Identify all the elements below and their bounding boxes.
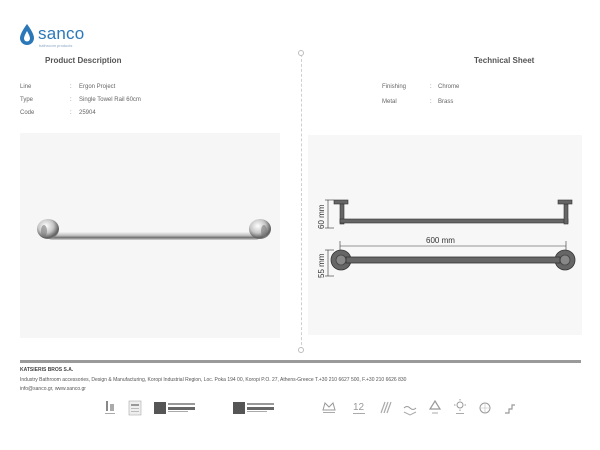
technical-drawing [308,135,582,335]
code-sep: : [70,110,72,116]
company-address: Industry Bathroom accessories, Design & Manufacturing, Koropi Industrial Region, Loc. Poka 194 00, Koropi P.O. 27, Athens-Greece T.+30 210 6627 500, F.+30 210 6626 830 [20,377,407,383]
finishing-value: Chrome [438,84,460,90]
metal-value: Brass [438,99,454,105]
dim-length: 600 mm [426,236,455,245]
stairs-icon [503,398,517,418]
brand-tagline: bathroom products [39,43,73,48]
iso-certificate-icon [153,398,197,418]
line-value: Ergon Project [79,84,116,90]
metal-sep: : [430,99,432,105]
finishing-sep: : [430,84,432,90]
line-sep: : [70,84,72,90]
dim-height-top: 60 mm [317,204,326,229]
quality-100-icon [128,398,142,418]
divider-bottom-dot [298,347,304,353]
line-label: Line [20,84,32,90]
finishing-label: Finishing [382,84,407,90]
type-sep: : [70,97,72,103]
dim-60-lines [325,200,334,228]
product-photo [20,133,280,338]
center-divider [301,54,302,350]
brass-lines-icon [378,398,392,418]
dim-height-front: 55 mm [317,253,326,278]
certification-icons [95,398,525,422]
water-wave-icon [402,398,418,418]
product-description-heading: Product Description [45,56,122,65]
recycle-icon [427,398,443,418]
warranty-12-icon [351,398,367,418]
code-label: Code [20,110,35,116]
iso-certificate-icon-2 [232,398,276,418]
towel-rail-photo [20,133,280,338]
code-value: 25904 [79,110,96,116]
sun-icon [452,398,468,418]
top-view [334,200,572,224]
type-label: Type [20,97,34,103]
svg-text:12: 12 [353,402,365,413]
divider-top-dot [298,50,304,56]
company-name: KATSIERIS BROS S.A. [20,367,74,373]
technical-sheet-heading: Technical Sheet [474,56,535,65]
globe-icon [477,398,493,418]
crown-award-icon [321,398,337,418]
brand-name: sanco [38,24,85,43]
certification-mark-icon [103,398,117,418]
water-drop-icon [18,23,36,47]
metal-label: Metal [382,99,397,105]
front-view [331,250,575,270]
company-contact: info@sanco.gr, www.sanco.gr [20,386,86,392]
type-value: Single Towel Rail 60cm [79,97,141,103]
footer-rule [20,360,581,363]
